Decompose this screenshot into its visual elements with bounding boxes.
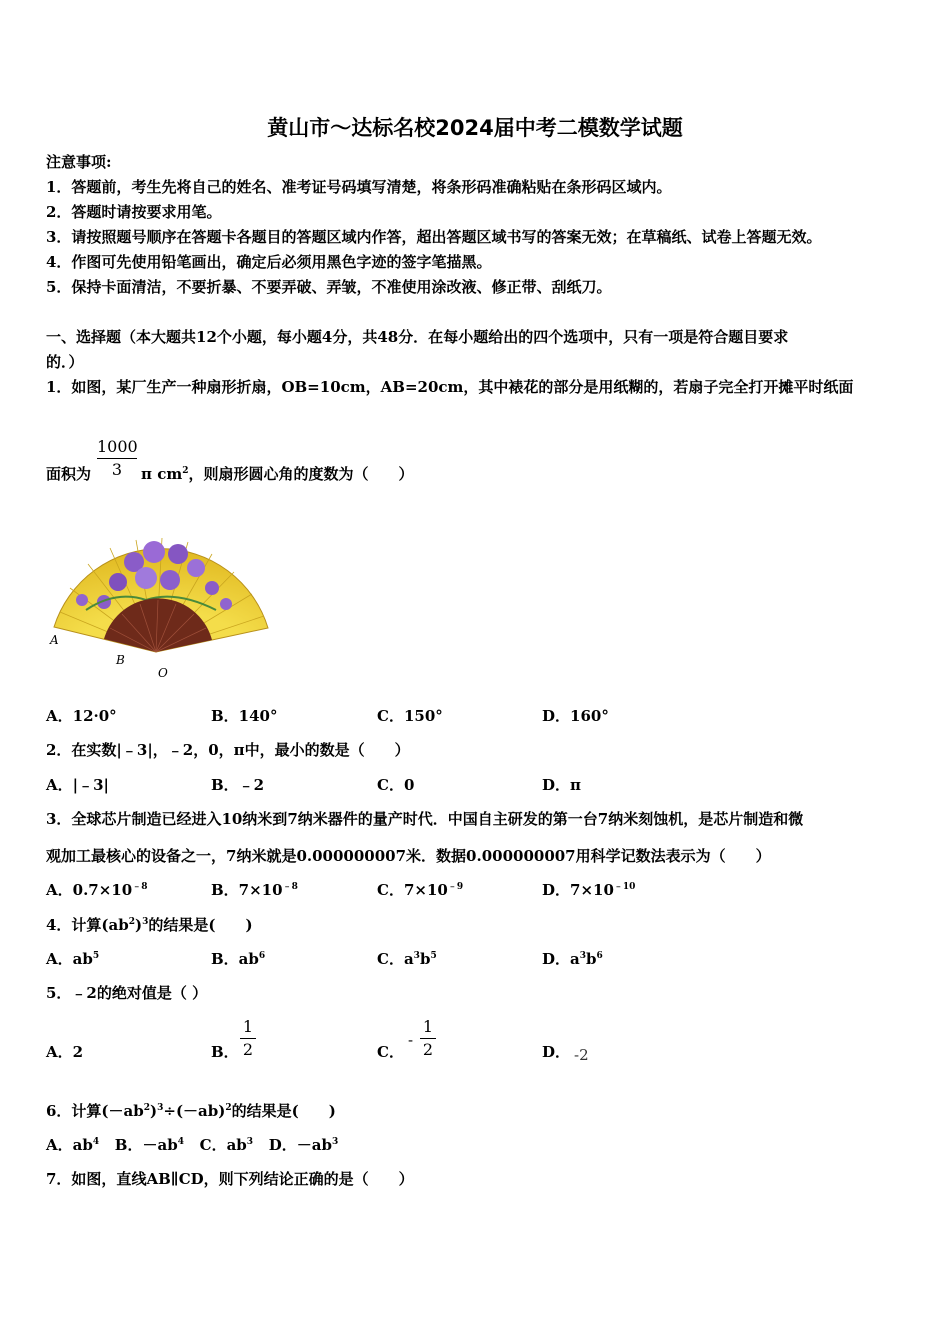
- option-text: D．7×10: [542, 881, 614, 899]
- fraction-numerator: 1: [242, 1017, 254, 1036]
- question-1-unit: π cm: [141, 465, 183, 483]
- stem-part: 的结果是( ): [148, 916, 253, 934]
- stem-part: ): [150, 1102, 158, 1120]
- stem-part: ): [135, 916, 143, 934]
- question-1-ask: ，则扇形圆心角的度数为（ ）: [188, 465, 414, 483]
- option-text: C．ab: [199, 1136, 247, 1154]
- question-5-stem: 5．﹣2的绝对值是（ ）: [46, 984, 208, 1002]
- option-a: [46, 881, 147, 899]
- option-a: A．2: [46, 1043, 84, 1061]
- option-text: B．ab: [211, 950, 259, 968]
- notice-header: 注意事项:: [46, 153, 112, 171]
- question-1-stem: 1．如图，某厂生产一种扇形折扇，OB=10cm，AB=20cm，其中裱花的部分是用纸糊的，若扇子完全打开摊平时纸面: [46, 378, 854, 396]
- label-a: A: [50, 633, 59, 647]
- option-text: D．－ab: [268, 1136, 332, 1154]
- question-3-stem: 3．全球芯片制造已经进入10纳米到7纳米器件的量产时代．中国自主研发的第一台7纳米刻蚀机，是芯片制造和微: [46, 810, 804, 828]
- notice-item: 2．答题时请按要求用笔。: [46, 203, 222, 221]
- exponent: 3: [142, 917, 149, 927]
- question-4-stem: [46, 916, 253, 934]
- exponent: 3: [413, 951, 420, 961]
- notice-item: 4．作图可先使用铅笔画出，确定后必须用黑色字迹的签字笔描黑。: [46, 253, 492, 271]
- option-d: [269, 1136, 338, 1154]
- option-text: b: [419, 950, 431, 968]
- option-text: C．7×10: [377, 881, 448, 899]
- option-c: [377, 881, 463, 899]
- option-b: [211, 881, 298, 899]
- exponent: 3: [157, 1103, 164, 1113]
- exponent: 4: [92, 1137, 100, 1147]
- exponent: 2: [128, 917, 136, 927]
- option-c: C．: [377, 1043, 404, 1061]
- stem-part: 6．计算(－ab: [46, 1102, 144, 1120]
- question-6-stem: [46, 1102, 336, 1120]
- option-b: [211, 950, 265, 968]
- stem-part: 的结果是( ): [231, 1102, 336, 1120]
- exponent: 5: [92, 951, 100, 961]
- option-b: B．﹣2: [211, 776, 265, 794]
- option-d: D．160°: [542, 707, 609, 725]
- fraction-bar: [97, 458, 137, 459]
- unit-exponent: 2: [182, 466, 189, 476]
- option-text: b: [586, 950, 597, 968]
- option-c: C．150°: [377, 707, 443, 725]
- label-b: B: [116, 653, 125, 667]
- option-d: D．: [542, 1043, 571, 1061]
- page-title: 黄山市～达标名校2024届中考二模数学试题: [267, 116, 683, 140]
- option-exponent: ﹣9: [447, 882, 464, 892]
- question-2-stem: 2．在实数|﹣3|，﹣2，0，π中，最小的数是（ ）: [46, 741, 410, 759]
- question-1-prefix: 面积为: [46, 465, 92, 483]
- section-heading-cont: 的．）: [46, 353, 84, 371]
- option-text: A．ab: [46, 950, 93, 968]
- exponent: 6: [258, 951, 266, 961]
- question-6-options: [46, 1136, 338, 1154]
- question-1-suffix: [141, 465, 414, 483]
- option-text: A．ab: [46, 1136, 93, 1154]
- option-b: B．: [211, 1043, 239, 1061]
- label-o: O: [158, 666, 168, 680]
- option-text: C．a: [377, 950, 414, 968]
- exponent: 3: [331, 1137, 339, 1147]
- option-d: [542, 950, 603, 968]
- notice-item: 1．答题前，考生先将自己的姓名、准考证号码填写清楚，将条形码准确粘贴在条形码区域内。: [46, 178, 672, 196]
- option-d: D．π: [542, 776, 581, 794]
- option-d: [542, 881, 635, 899]
- fraction-bar: [240, 1038, 256, 1039]
- folding-fan-figure: [46, 530, 274, 690]
- option-c: [377, 950, 437, 968]
- option-c-fraction: [420, 1018, 436, 1059]
- question-7-stem: 7．如图，直线AB∥CD，则下列结论正确的是（ ）: [46, 1170, 414, 1188]
- option-c: C．0: [377, 776, 415, 794]
- option-b: B．140°: [211, 707, 278, 725]
- option-b-fraction: [240, 1018, 256, 1059]
- exponent: 5: [430, 951, 437, 961]
- option-a: A．12·0°: [46, 707, 117, 725]
- stem-part: 4．计算(ab: [46, 916, 129, 934]
- question-1-fraction: [97, 438, 137, 479]
- fraction-denominator: 2: [422, 1040, 434, 1059]
- exponent: 6: [596, 951, 603, 961]
- notice-item: 5．保持卡面清洁，不要折暴、不要弄破、弄皱，不准使用涂改液、修正带、刮纸刀。: [46, 278, 612, 296]
- exponent: 4: [177, 1137, 184, 1147]
- option-c-sign: -: [408, 1031, 414, 1049]
- option-d-value: -2: [574, 1046, 589, 1064]
- question-3-stem-cont: 观加工最核心的设备之一，7纳米就是0.000000007米．数据0.000000007用科学记数法表示为（ ）: [46, 847, 771, 865]
- exponent: 2: [143, 1103, 151, 1113]
- fraction-bar: [420, 1038, 436, 1039]
- option-text: B．7×10: [211, 881, 283, 899]
- exponent: 3: [579, 951, 586, 961]
- option-b: [115, 1136, 184, 1154]
- notice-item: 3．请按照题号顺序在答题卡各题目的答题区域内作答，超出答题区域书写的答案无效；在草稿纸、试卷上答题无效。: [46, 228, 822, 246]
- option-text: B．－ab: [114, 1136, 178, 1154]
- option-text: D．a: [542, 950, 580, 968]
- option-a: A．|﹣3|: [46, 776, 109, 794]
- option-a: [46, 1136, 99, 1154]
- fraction-denominator: 2: [242, 1040, 254, 1059]
- option-exponent: ﹣10: [613, 882, 636, 892]
- exponent: 2: [225, 1103, 232, 1113]
- option-a: [46, 950, 99, 968]
- option-exponent: ﹣8: [132, 882, 148, 892]
- fraction-numerator: 1: [422, 1017, 434, 1036]
- option-text: A．0.7×10: [46, 881, 133, 899]
- option-c: [200, 1136, 253, 1154]
- stem-part: ÷(－ab): [163, 1102, 226, 1120]
- fraction-denominator: 3: [111, 460, 123, 479]
- option-exponent: ﹣8: [282, 882, 298, 892]
- exponent: 3: [246, 1137, 254, 1147]
- section-heading: 一、选择题（本大题共12个小题，每小题4分，共48分．在每小题给出的四个选项中，只有一项是符合题目要求: [46, 328, 789, 346]
- fraction-numerator: 1000: [97, 437, 138, 456]
